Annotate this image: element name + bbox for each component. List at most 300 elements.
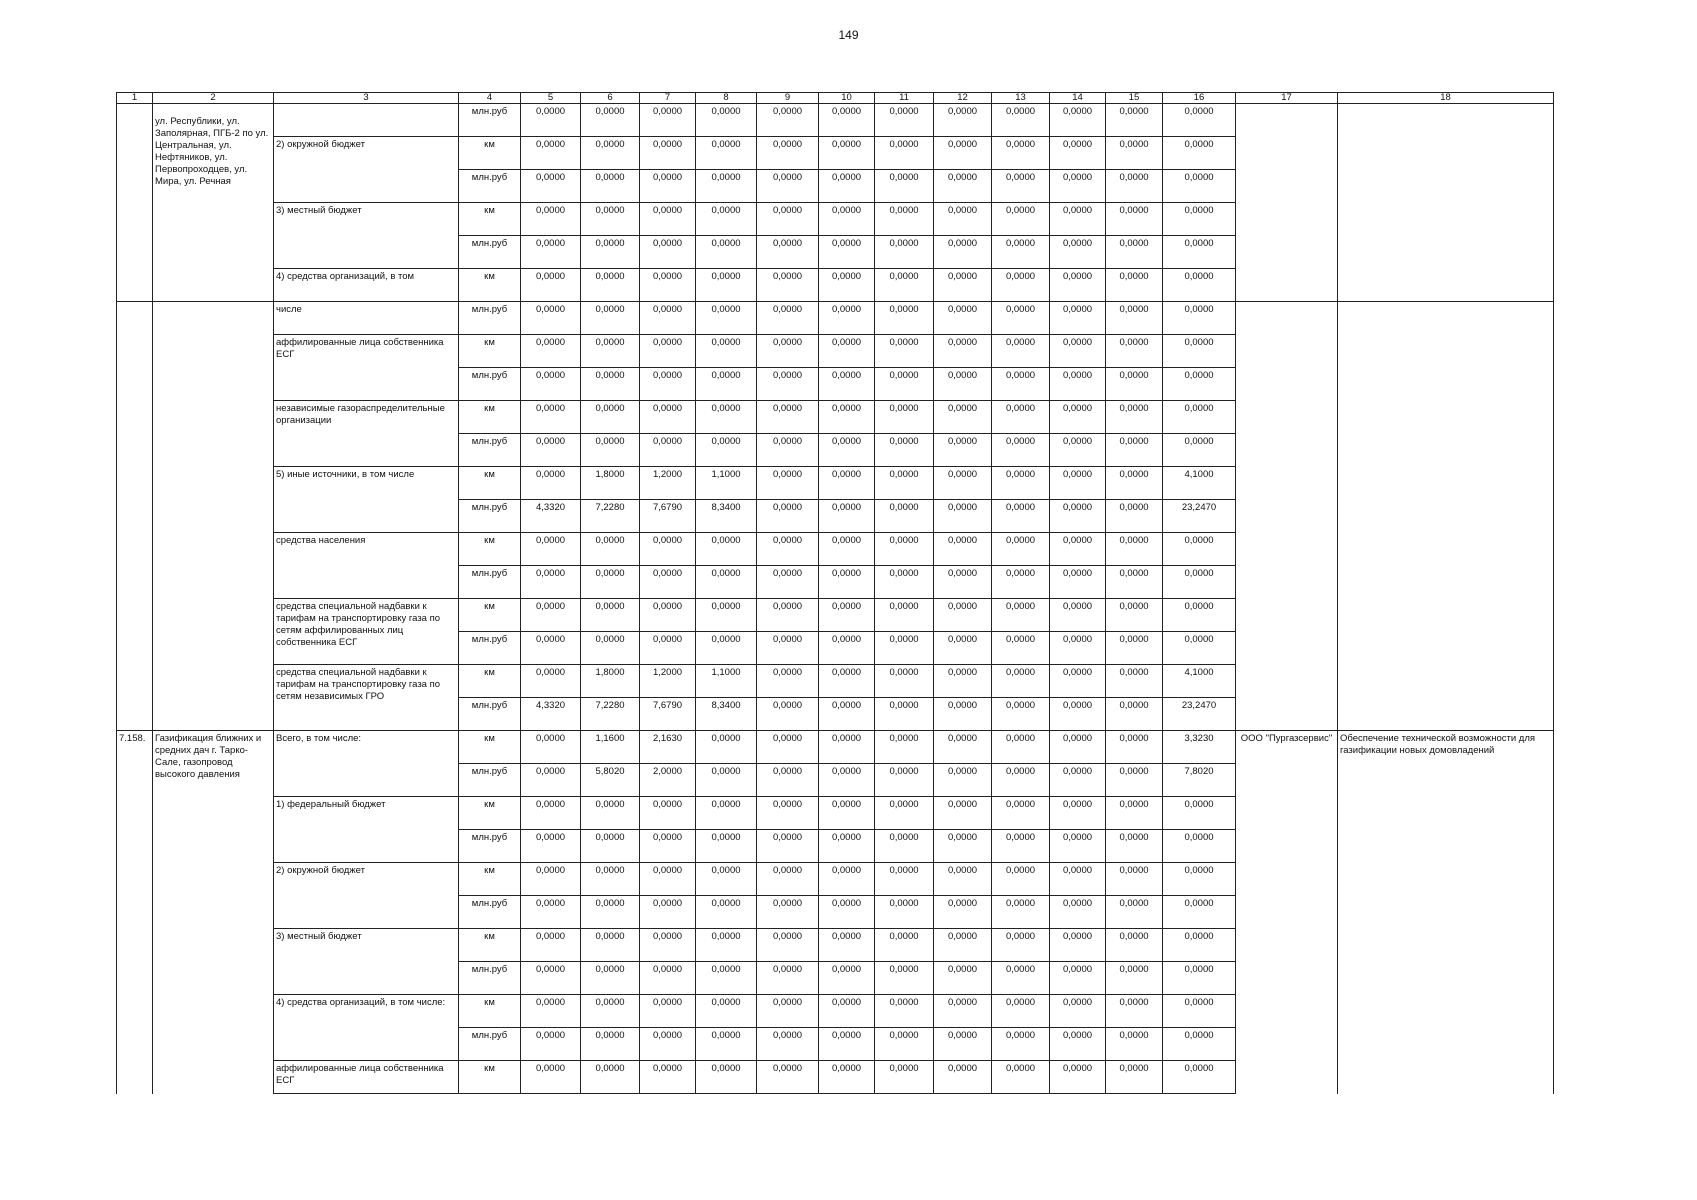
value-cell: 0,0000 [875,104,934,137]
value-cell: 1,2000 [640,665,696,698]
value-cell: 4,3320 [521,698,581,731]
column-header: 9 [757,93,819,104]
value-cell: 0,0000 [875,731,934,764]
table-row [117,104,1554,137]
value-cell: 2,0000 [640,764,696,797]
value-cell: 0,0000 [934,269,992,302]
value-cell: 1,8000 [581,467,640,500]
value-cell: 0,0000 [934,731,992,764]
unit-cell: млн.руб [459,1028,521,1061]
unit-cell: км [459,269,521,302]
value-cell: 0,0000 [640,137,696,170]
value-cell: 4,3320 [521,500,581,533]
value-cell: 0,0000 [992,896,1050,929]
funding-source-cell: независимые газораспределительные организации [274,401,459,467]
value-cell: 0,0000 [696,731,757,764]
column-header: 3 [274,93,459,104]
value-cell: 0,0000 [819,764,875,797]
value-cell: 0,0000 [875,1061,934,1094]
value-cell: 0,0000 [1163,1028,1236,1061]
value-cell: 0,0000 [581,1061,640,1094]
value-cell: 0,0000 [521,764,581,797]
value-cell: 0,0000 [934,104,992,137]
value-cell: 0,0000 [875,764,934,797]
value-cell: 0,0000 [757,896,819,929]
column-header: 12 [934,93,992,104]
value-cell: 0,0000 [992,302,1050,335]
value-cell: 0,0000 [992,104,1050,137]
value-cell: 0,0000 [1163,1061,1236,1094]
value-cell: 0,0000 [1163,203,1236,236]
value-cell: 4,1000 [1163,665,1236,698]
value-cell: 0,0000 [875,533,934,566]
value-cell: 0,0000 [696,863,757,896]
value-cell: 0,0000 [581,104,640,137]
value-cell: 0,0000 [640,1028,696,1061]
value-cell: 0,0000 [696,1028,757,1061]
value-cell: 0,0000 [1050,566,1106,599]
value-cell: 0,0000 [934,632,992,665]
value-cell: 0,0000 [521,896,581,929]
value-cell: 0,0000 [640,302,696,335]
value-cell: 0,0000 [757,665,819,698]
value-cell: 1,8000 [581,665,640,698]
value-cell: 0,0000 [757,533,819,566]
unit-cell: км [459,797,521,830]
value-cell: 0,0000 [875,368,934,401]
value-cell: 0,0000 [992,566,1050,599]
value-cell: 0,0000 [581,269,640,302]
value-cell: 0,0000 [640,104,696,137]
value-cell: 0,0000 [1106,533,1163,566]
value-cell: 0,0000 [1106,830,1163,863]
value-cell: 0,0000 [1163,236,1236,269]
value-cell: 0,0000 [934,368,992,401]
purpose-cell: Обеспечение технической возможности для газификации новых домовладений [1338,731,1554,1094]
value-cell: 0,0000 [696,302,757,335]
value-cell: 0,0000 [640,1061,696,1094]
unit-cell: км [459,137,521,170]
value-cell: 0,0000 [1050,236,1106,269]
executor-cell: ООО "Пургазсервис" [1236,731,1338,1094]
value-cell: 0,0000 [521,863,581,896]
value-cell: 0,0000 [819,533,875,566]
value-cell: 0,0000 [992,533,1050,566]
value-cell: 0,0000 [819,896,875,929]
value-cell: 0,0000 [1163,896,1236,929]
value-cell: 0,0000 [640,566,696,599]
value-cell: 0,0000 [934,137,992,170]
unit-cell: млн.руб [459,170,521,203]
value-cell: 0,0000 [757,797,819,830]
value-cell: 0,0000 [819,203,875,236]
value-cell: 0,0000 [521,533,581,566]
value-cell: 0,0000 [521,368,581,401]
value-cell: 0,0000 [696,797,757,830]
value-cell: 0,0000 [521,566,581,599]
column-header: 2 [153,93,274,104]
value-cell: 0,0000 [521,929,581,962]
value-cell: 0,0000 [521,137,581,170]
value-cell: 0,0000 [1050,500,1106,533]
unit-cell: км [459,467,521,500]
column-header: 13 [992,93,1050,104]
value-cell: 0,0000 [992,665,1050,698]
value-cell: 0,0000 [640,533,696,566]
value-cell: 0,0000 [1106,335,1163,368]
value-cell: 0,0000 [640,236,696,269]
value-cell: 0,0000 [757,698,819,731]
value-cell: 0,0000 [819,599,875,632]
value-cell: 0,0000 [1163,170,1236,203]
funding-source-cell: 2) окружной бюджет [274,863,459,929]
value-cell: 0,0000 [934,1061,992,1094]
value-cell: 0,0000 [696,929,757,962]
funding-source-cell: средства специальной надбавки к тарифам на транспортировку газа по сетям аффилированных лиц собственника ЕСГ [274,599,459,665]
value-cell: 0,0000 [581,137,640,170]
value-cell: 4,1000 [1163,467,1236,500]
value-cell: 0,0000 [934,665,992,698]
value-cell: 0,0000 [934,797,992,830]
value-cell: 0,0000 [521,203,581,236]
value-cell: 1,1600 [581,731,640,764]
value-cell: 0,0000 [1163,368,1236,401]
value-cell: 3,3230 [1163,731,1236,764]
value-cell: 0,0000 [875,698,934,731]
unit-cell: млн.руб [459,104,521,137]
value-cell: 0,0000 [521,665,581,698]
unit-cell: км [459,995,521,1028]
value-cell: 0,0000 [992,500,1050,533]
value-cell: 0,0000 [875,302,934,335]
value-cell: 0,0000 [992,995,1050,1028]
value-cell: 0,0000 [819,962,875,995]
value-cell: 0,0000 [696,335,757,368]
value-cell: 0,0000 [757,401,819,434]
value-cell: 0,0000 [696,137,757,170]
value-cell: 0,0000 [1050,698,1106,731]
value-cell: 0,0000 [1163,830,1236,863]
purpose-cell [1338,104,1554,302]
value-cell: 0,0000 [1050,797,1106,830]
value-cell: 0,0000 [934,401,992,434]
value-cell: 0,0000 [757,1061,819,1094]
value-cell: 0,0000 [521,797,581,830]
value-cell: 0,0000 [1050,665,1106,698]
value-cell: 0,0000 [1163,995,1236,1028]
value-cell: 0,0000 [1163,401,1236,434]
value-cell: 0,0000 [1163,137,1236,170]
value-cell: 0,0000 [934,764,992,797]
table-row [117,302,1554,335]
value-cell: 0,0000 [521,731,581,764]
value-cell: 0,0000 [581,170,640,203]
column-header: 17 [1236,93,1338,104]
executor-cell [1236,104,1338,302]
value-cell: 0,0000 [696,401,757,434]
value-cell: 0,0000 [696,566,757,599]
value-cell: 0,0000 [640,632,696,665]
value-cell: 0,0000 [875,863,934,896]
value-cell: 0,0000 [819,335,875,368]
value-cell: 0,0000 [1106,566,1163,599]
value-cell: 0,0000 [581,1028,640,1061]
value-cell: 0,0000 [934,335,992,368]
value-cell: 0,0000 [757,236,819,269]
value-cell: 0,0000 [1106,896,1163,929]
value-cell: 0,0000 [1163,269,1236,302]
value-cell: 0,0000 [875,500,934,533]
value-cell: 0,0000 [992,401,1050,434]
value-cell: 23,2470 [1163,500,1236,533]
value-cell: 0,0000 [581,401,640,434]
value-cell: 0,0000 [819,830,875,863]
value-cell: 0,0000 [521,995,581,1028]
funding-source-cell: 3) местный бюджет [274,203,459,269]
funding-source-cell: 3) местный бюджет [274,929,459,995]
value-cell: 0,0000 [819,665,875,698]
column-header: 11 [875,93,934,104]
value-cell: 0,0000 [757,104,819,137]
funding-source-cell: аффилированные лица собственника ЕСГ [274,335,459,401]
value-cell: 0,0000 [581,368,640,401]
value-cell: 0,0000 [992,1061,1050,1094]
value-cell: 7,6790 [640,500,696,533]
value-cell: 0,0000 [521,401,581,434]
value-cell: 0,0000 [875,335,934,368]
value-cell: 0,0000 [934,896,992,929]
value-cell: 7,6790 [640,698,696,731]
value-cell: 0,0000 [640,203,696,236]
value-cell: 0,0000 [1163,434,1236,467]
value-cell: 0,0000 [819,269,875,302]
value-cell: 0,0000 [1106,731,1163,764]
value-cell: 0,0000 [992,170,1050,203]
item-number-cell [117,104,153,302]
value-cell: 0,0000 [819,401,875,434]
value-cell: 0,0000 [875,896,934,929]
value-cell: 0,0000 [640,269,696,302]
value-cell: 0,0000 [1106,632,1163,665]
purpose-cell [1338,302,1554,731]
value-cell: 0,0000 [696,599,757,632]
value-cell: 0,0000 [1106,467,1163,500]
value-cell: 0,0000 [819,929,875,962]
unit-cell: млн.руб [459,962,521,995]
value-cell: 0,0000 [1050,302,1106,335]
value-cell: 0,0000 [934,434,992,467]
value-cell: 0,0000 [521,335,581,368]
value-cell: 0,0000 [1050,929,1106,962]
value-cell: 0,0000 [875,467,934,500]
value-cell: 0,0000 [640,863,696,896]
unit-cell: км [459,863,521,896]
unit-cell: км [459,731,521,764]
value-cell: 0,0000 [992,269,1050,302]
value-cell: 0,0000 [1106,797,1163,830]
value-cell: 0,0000 [581,566,640,599]
value-cell: 0,0000 [992,203,1050,236]
value-cell: 0,0000 [934,566,992,599]
value-cell: 0,0000 [581,599,640,632]
value-cell: 0,0000 [934,170,992,203]
value-cell: 0,0000 [757,764,819,797]
value-cell: 0,0000 [521,1028,581,1061]
value-cell: 0,0000 [696,995,757,1028]
value-cell: 0,0000 [696,236,757,269]
value-cell: 0,0000 [1050,170,1106,203]
value-cell: 0,0000 [934,599,992,632]
value-cell: 0,0000 [819,434,875,467]
value-cell: 0,0000 [1163,533,1236,566]
value-cell: 0,0000 [1106,1028,1163,1061]
value-cell: 0,0000 [1050,368,1106,401]
column-header: 6 [581,93,640,104]
value-cell: 0,0000 [757,962,819,995]
value-cell: 0,0000 [757,137,819,170]
value-cell: 0,0000 [1106,269,1163,302]
value-cell: 0,0000 [1163,929,1236,962]
funding-source-cell: 4) средства организаций, в том числе: [274,995,459,1061]
value-cell: 0,0000 [1050,335,1106,368]
value-cell: 0,0000 [696,434,757,467]
unit-cell: млн.руб [459,896,521,929]
value-cell: 0,0000 [875,434,934,467]
value-cell: 0,0000 [581,533,640,566]
value-cell: 0,0000 [1106,764,1163,797]
value-cell: 0,0000 [934,467,992,500]
value-cell: 8,3400 [696,698,757,731]
value-cell: 0,0000 [1106,104,1163,137]
value-cell: 0,0000 [1050,401,1106,434]
value-cell: 0,0000 [992,137,1050,170]
value-cell: 0,0000 [1106,401,1163,434]
value-cell: 0,0000 [757,269,819,302]
value-cell: 0,0000 [640,599,696,632]
value-cell: 0,0000 [992,467,1050,500]
value-cell: 0,0000 [640,170,696,203]
value-cell: 0,0000 [819,104,875,137]
value-cell: 0,0000 [819,236,875,269]
value-cell: 0,0000 [640,401,696,434]
value-cell: 0,0000 [992,929,1050,962]
unit-cell: км [459,533,521,566]
value-cell: 0,0000 [521,434,581,467]
value-cell: 0,0000 [934,995,992,1028]
value-cell: 7,2280 [581,698,640,731]
funding-source-cell: числе [274,302,459,335]
value-cell: 0,0000 [875,632,934,665]
table-body [117,104,1554,1094]
value-cell: 0,0000 [521,236,581,269]
value-cell: 0,0000 [521,599,581,632]
value-cell: 0,0000 [696,368,757,401]
value-cell: 0,0000 [1106,929,1163,962]
value-cell: 0,0000 [521,269,581,302]
value-cell: 1,2000 [640,467,696,500]
value-cell: 0,0000 [521,170,581,203]
unit-cell: млн.руб [459,236,521,269]
value-cell: 0,0000 [1106,599,1163,632]
value-cell: 0,0000 [875,203,934,236]
value-cell: 0,0000 [992,731,1050,764]
value-cell: 0,0000 [992,434,1050,467]
value-cell: 0,0000 [640,368,696,401]
value-cell: 0,0000 [992,368,1050,401]
unit-cell: млн.руб [459,368,521,401]
value-cell: 0,0000 [521,104,581,137]
value-cell: 0,0000 [875,929,934,962]
unit-cell: км [459,335,521,368]
item-number-cell: 7.158. [117,731,153,1094]
value-cell: 0,0000 [1106,698,1163,731]
value-cell: 0,0000 [640,929,696,962]
value-cell: 0,0000 [696,203,757,236]
value-cell: 0,0000 [875,830,934,863]
funding-source-cell: 2) окружной бюджет [274,137,459,203]
value-cell: 0,0000 [819,731,875,764]
value-cell: 0,0000 [696,170,757,203]
value-cell: 0,0000 [521,632,581,665]
value-cell: 0,0000 [1163,962,1236,995]
value-cell: 0,0000 [1106,368,1163,401]
column-header: 14 [1050,93,1106,104]
value-cell: 23,2470 [1163,698,1236,731]
value-cell: 0,0000 [875,269,934,302]
column-header: 7 [640,93,696,104]
value-cell: 0,0000 [581,302,640,335]
unit-cell: км [459,401,521,434]
value-cell: 0,0000 [581,236,640,269]
funding-source-cell: аффилированные лица собственника ЕСГ [274,1061,459,1094]
value-cell: 0,0000 [1106,236,1163,269]
value-cell: 0,0000 [992,335,1050,368]
unit-cell: млн.руб [459,302,521,335]
value-cell: 0,0000 [1163,632,1236,665]
unit-cell: млн.руб [459,566,521,599]
item-number-cell [117,302,153,731]
value-cell: 0,0000 [819,137,875,170]
value-cell: 0,0000 [696,533,757,566]
value-cell: 0,0000 [757,731,819,764]
value-cell: 0,0000 [1163,863,1236,896]
value-cell: 0,0000 [696,764,757,797]
value-cell: 0,0000 [875,566,934,599]
value-cell: 0,0000 [992,863,1050,896]
value-cell: 0,0000 [1106,995,1163,1028]
value-cell: 0,0000 [934,830,992,863]
value-cell: 0,0000 [581,995,640,1028]
value-cell: 0,0000 [1106,302,1163,335]
unit-cell: млн.руб [459,434,521,467]
value-cell: 0,0000 [1050,731,1106,764]
value-cell: 0,0000 [757,467,819,500]
executor-cell [1236,302,1338,731]
value-cell: 0,0000 [819,1061,875,1094]
value-cell: 0,0000 [757,170,819,203]
value-cell: 0,0000 [757,1028,819,1061]
value-cell: 0,0000 [696,104,757,137]
value-cell: 0,0000 [1050,1061,1106,1094]
column-header: 10 [819,93,875,104]
value-cell: 0,0000 [875,962,934,995]
value-cell: 0,0000 [581,632,640,665]
value-cell: 0,0000 [1050,1028,1106,1061]
value-cell: 0,0000 [875,170,934,203]
value-cell: 0,0000 [992,830,1050,863]
column-header: 8 [696,93,757,104]
value-cell: 0,0000 [1050,104,1106,137]
